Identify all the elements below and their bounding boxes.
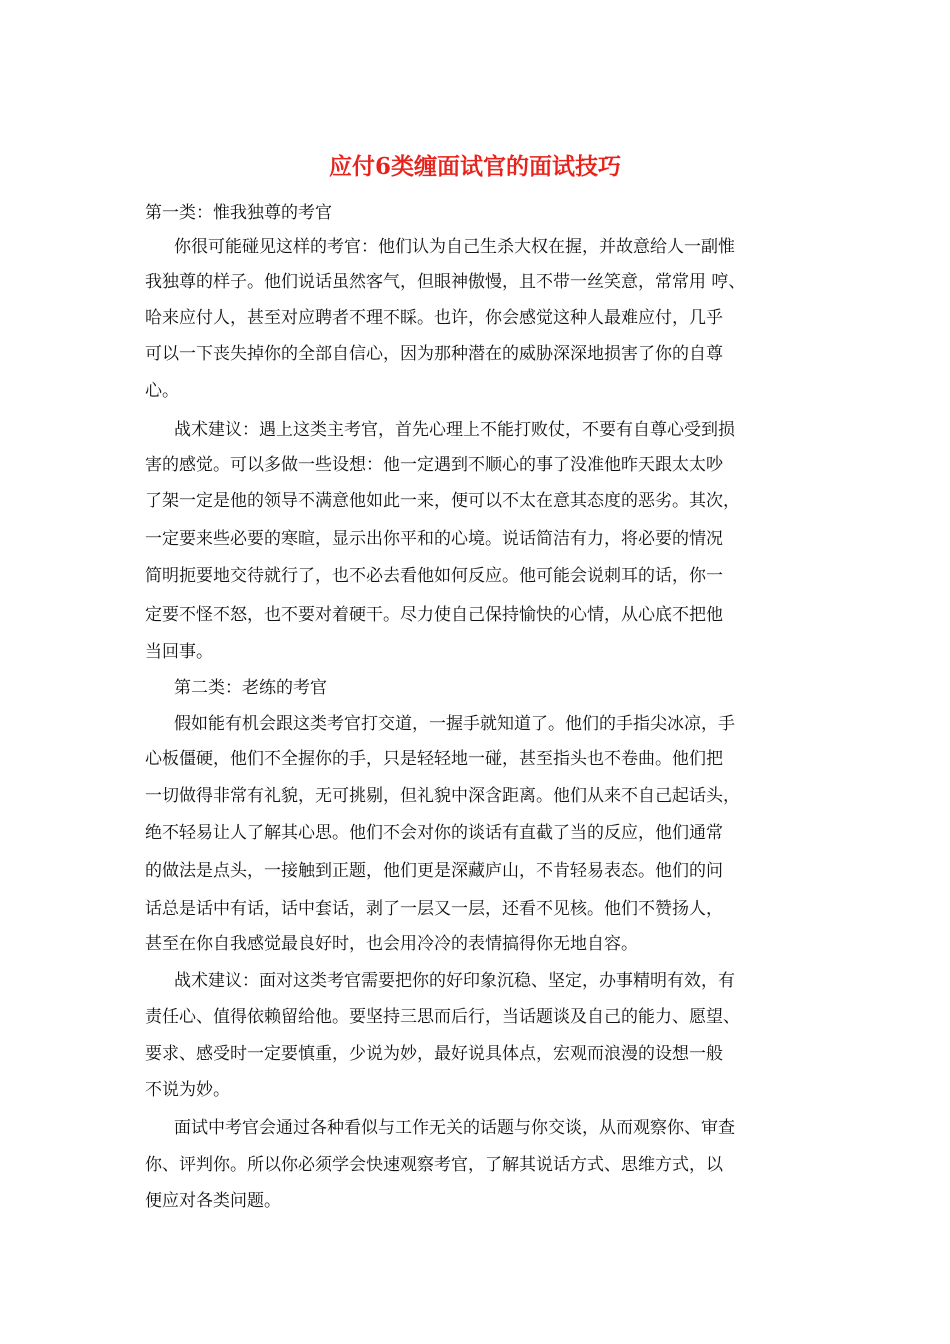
paragraph-line: 你很可能碰见这样的考官：他们认为自己生杀大权在握，并故意给人一副惟: [174, 237, 735, 257]
paragraph-line: 战术建议：面对这类考官需要把你的好印象沉稳、坚定，办事精明有效，有: [174, 971, 735, 991]
paragraph-line: 假如能有机会跟这类考官打交道，一握手就知道了。他们的手指尖冰凉，手: [174, 714, 735, 734]
paragraph-line: 一定要来些必要的寒暄，显示出你平和的心境。说话简洁有力，将必要的情况: [145, 529, 723, 549]
section-heading: 第二类：老练的考官: [174, 678, 327, 698]
paragraph-line: 的做法是点头，一接触到正题，他们更是深藏庐山，不肯轻易表态。他们的问: [145, 861, 723, 881]
paragraph-line: 甚至在你自我感觉最良好时，也会用冷冷的表情搞得你无地自容。: [145, 934, 638, 954]
document-title: 应付6类缠面试官的面试技巧: [328, 153, 621, 180]
paragraph-line: 心。: [145, 381, 179, 401]
paragraph-line: 责任心、值得依赖留给他。要坚持三思而后行，当话题谈及自己的能力、愿望、: [145, 1007, 740, 1027]
paragraph-line: 害的感觉。可以多做一些设想：他一定遇到不顺心的事了没准他昨天跟太太吵: [145, 455, 723, 475]
section-heading: 第一类：惟我独尊的考官: [145, 203, 332, 223]
paragraph-line: 哈来应付人，甚至对应聘者不理不睬。也许，你会感觉这种人最难应付，几乎: [145, 308, 723, 328]
paragraph-line: 绝不轻易让人了解其心思。他们不会对你的谈话有直截了当的反应，他们通常: [145, 823, 723, 843]
paragraph-line: 战术建议：遇上这类主考官，首先心理上不能打败仗，不要有自尊心受到损: [174, 420, 735, 440]
paragraph-line: 要求、感受时一定要慎重，少说为妙，最好说具体点，宏观而浪漫的设想一般: [145, 1044, 723, 1064]
paragraph-line: 心板僵硬，他们不全握你的手，只是轻轻地一碰，甚至指头也不卷曲。他们把: [145, 749, 723, 769]
paragraph-line: 我独尊的样子。他们说话虽然客气，但眼神傲慢，且不带一丝笑意，常常用 哼、: [145, 272, 746, 292]
paragraph-line: 当回事。: [145, 642, 213, 662]
paragraph-line: 一切做得非常有礼貌，无可挑剔，但礼貌中深含距离。他们从来不自己起话头，: [145, 786, 740, 806]
paragraph-line: 便应对各类问题。: [145, 1191, 281, 1211]
paragraph-line: 了架一定是他的领导不满意他如此一来，便可以不太在意其态度的恶劣。其次，: [145, 491, 740, 511]
paragraph-line: 可以一下丧失掉你的全部自信心，因为那种潜在的威胁深深地损害了你的自尊: [145, 344, 723, 364]
paragraph-line: 简明扼要地交待就行了，也不必去看他如何反应。他可能会说刺耳的话，你一: [145, 566, 723, 586]
paragraph-line: 话总是话中有话，话中套话，剥了一层又一层，还看不见核。他们不赞扬人，: [145, 899, 723, 919]
paragraph-line: 面试中考官会通过各种看似与工作无关的话题与你交谈，从而观察你、审查: [174, 1118, 735, 1138]
paragraph-line: 不说为妙。: [145, 1080, 230, 1100]
paragraph-line: 你、评判你。所以你必须学会快速观察考官，了解其说话方式、思维方式，以: [145, 1155, 723, 1175]
paragraph-line: 定要不怪不怒，也不要对着硬干。尽力使自己保持愉快的心情，从心底不把他: [145, 605, 723, 625]
